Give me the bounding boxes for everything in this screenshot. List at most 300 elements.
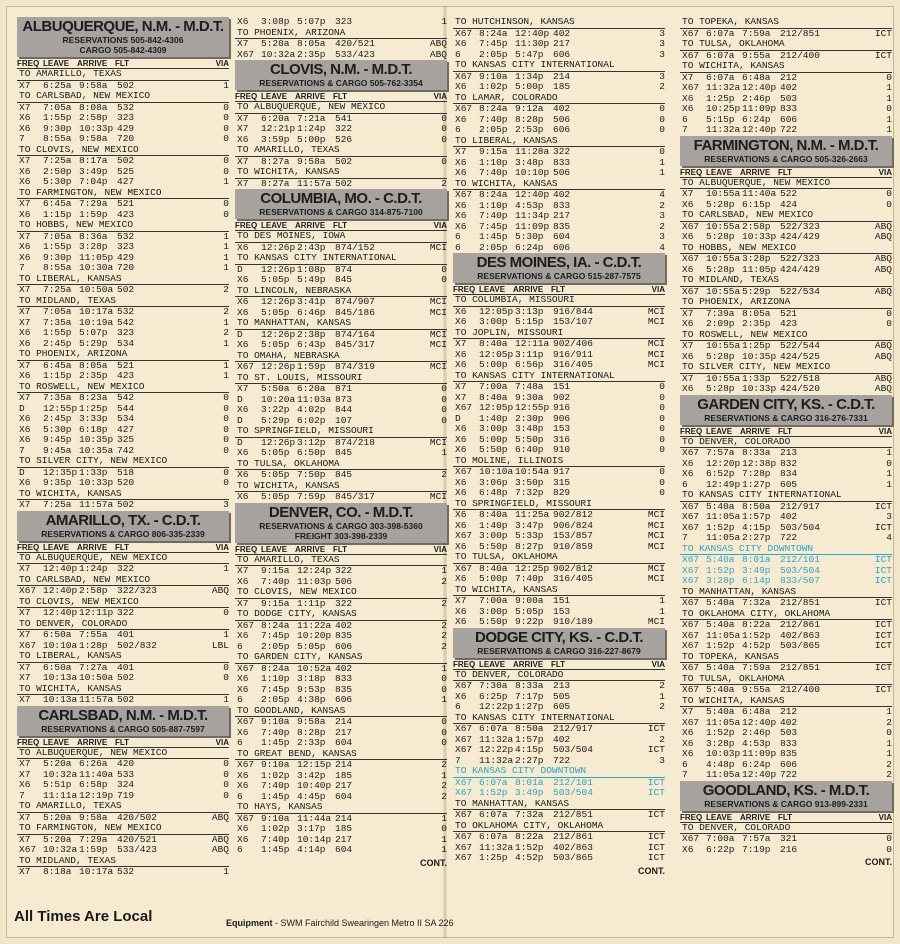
freq-cell: X7 bbox=[455, 147, 467, 157]
arrive-cell: 3:13p bbox=[515, 306, 544, 317]
arrive-cell: 8:50a bbox=[742, 501, 771, 512]
flight-row bbox=[17, 156, 229, 167]
flight-row bbox=[17, 813, 229, 824]
freq-cell: X7 bbox=[19, 564, 31, 574]
destination-heading: TO KANSAS CITY INTERNATIONAL bbox=[453, 60, 665, 72]
arrive-cell: 7:59a bbox=[742, 28, 771, 39]
flight-row bbox=[453, 350, 665, 361]
flight-cell: 423 bbox=[780, 319, 798, 329]
arrive-cell: 12:40p bbox=[742, 83, 777, 93]
flight-row bbox=[453, 832, 665, 843]
flight-cell: 829 bbox=[553, 488, 571, 498]
arrive-cell: 9:12a bbox=[515, 104, 544, 114]
leave-cell: 5:05p bbox=[261, 307, 290, 318]
column-header: FREQ bbox=[453, 285, 476, 294]
via-cell: LBL bbox=[211, 640, 229, 651]
flight-cell: 324 bbox=[117, 780, 135, 790]
arrive-cell: 7:50p bbox=[297, 470, 326, 480]
via-cell: MCI bbox=[647, 306, 665, 317]
flight-row bbox=[453, 445, 665, 456]
flight-row bbox=[453, 403, 665, 414]
flight-cell: 532 bbox=[117, 231, 135, 242]
freq-cell: X67 bbox=[455, 842, 473, 853]
leave-cell: 12:26p bbox=[261, 329, 296, 340]
via-cell: MCI bbox=[647, 510, 665, 520]
leave-cell: 5:40a bbox=[706, 598, 735, 608]
flight-cell: 217 bbox=[335, 781, 353, 791]
flight-cell: 423 bbox=[117, 209, 135, 220]
via-cell: 3 bbox=[659, 49, 665, 60]
via-cell: 0 bbox=[441, 264, 447, 275]
flight-cell: 606 bbox=[335, 695, 353, 705]
flight-cell: 520 bbox=[117, 478, 135, 488]
arrive-cell: 1:59p bbox=[297, 362, 326, 372]
leave-cell: 5:20a bbox=[43, 759, 72, 769]
leave-cell: 6:07a bbox=[479, 810, 508, 820]
flight-cell: 845 bbox=[335, 470, 353, 480]
leave-cell: 9:10a bbox=[261, 760, 290, 770]
destination-heading: TO HAYS, KANSAS bbox=[235, 802, 447, 814]
city-name: DES MOINES, IA. - C.D.T. bbox=[476, 254, 642, 271]
leave-cell: 10:13a bbox=[43, 695, 78, 705]
via-cell: MCI bbox=[647, 574, 665, 584]
flight-row bbox=[453, 596, 665, 607]
via-cell: MCI bbox=[429, 437, 447, 448]
flight-cell: 323 bbox=[117, 242, 135, 252]
freq-cell: X6 bbox=[237, 405, 249, 415]
flight-cell: 503/504 bbox=[553, 788, 593, 798]
arrive-cell: 3:33p bbox=[79, 414, 108, 424]
flight-cell: 917 bbox=[553, 467, 571, 477]
via-cell: 0 bbox=[223, 156, 229, 166]
arrive-cell: 2:35p bbox=[79, 371, 108, 381]
flight-cell: 606 bbox=[553, 125, 571, 135]
flight-row bbox=[453, 393, 665, 404]
leave-cell: 10:55a bbox=[706, 286, 741, 297]
arrive-cell: 9:00a bbox=[515, 596, 544, 606]
freq-cell: X6 bbox=[19, 113, 31, 123]
leave-cell: 7:25a bbox=[43, 500, 72, 510]
column-header: FREQ bbox=[680, 167, 703, 177]
freq-cell: X67 bbox=[19, 586, 37, 596]
arrive-cell: 9:58a bbox=[79, 134, 108, 144]
flight-cell: 212/917 bbox=[553, 724, 593, 734]
leave-cell: 4:48p bbox=[706, 759, 735, 770]
freq-cell: X6 bbox=[455, 200, 467, 211]
freq-cell: X67 bbox=[682, 576, 700, 586]
leave-cell: 3:06p bbox=[479, 477, 508, 488]
flight-row bbox=[17, 791, 229, 802]
leave-cell: 7:40p bbox=[479, 211, 508, 221]
arrive-cell: 5:29p bbox=[79, 338, 108, 349]
destination-heading: TO CLOVIS, NEW MEXICO bbox=[17, 597, 229, 609]
leave-cell: 7:40p bbox=[479, 168, 508, 178]
arrive-cell: 10:17a bbox=[79, 307, 114, 317]
leave-cell: 7:40p bbox=[261, 727, 290, 738]
flight-cell: 604 bbox=[335, 845, 353, 855]
freq-cell: X6 bbox=[19, 123, 31, 134]
flight-row bbox=[17, 845, 229, 856]
arrive-cell: 12:19p bbox=[79, 790, 114, 801]
flight-cell: 212/101 bbox=[780, 555, 820, 565]
leave-cell: 6:07a bbox=[479, 832, 508, 842]
via-cell: 4 bbox=[886, 533, 892, 543]
arrive-cell: 5:50p bbox=[515, 434, 544, 445]
freq-cell: X6 bbox=[19, 328, 31, 338]
destination-heading: TO OKLAHOMA CITY, OKLAHOMA bbox=[680, 609, 892, 621]
via-cell: 0 bbox=[886, 308, 892, 319]
freq-cell: X6 bbox=[19, 209, 31, 220]
flight-row bbox=[17, 113, 229, 124]
via-cell: 0 bbox=[223, 102, 229, 113]
via-cell: ICT bbox=[874, 598, 892, 608]
arrive-cell: 8:27p bbox=[515, 541, 544, 552]
flight-row bbox=[453, 360, 665, 371]
flight-cell: 217 bbox=[553, 39, 571, 49]
freq-cell: X6 bbox=[237, 727, 249, 738]
flight-row bbox=[235, 243, 447, 254]
flight-row bbox=[453, 190, 665, 201]
flight-row bbox=[680, 718, 892, 729]
leave-cell: 8:27a bbox=[261, 178, 290, 189]
flight-cell: 871 bbox=[335, 384, 353, 394]
flight-cell: 902/812 bbox=[553, 510, 593, 520]
via-cell: 2 bbox=[659, 82, 665, 92]
destination-heading: TO LIBERAL, KANSAS bbox=[17, 274, 229, 286]
freq-cell: 6 bbox=[237, 791, 243, 802]
flight-cell: 873 bbox=[335, 394, 353, 405]
column-header: FLT bbox=[115, 737, 130, 747]
timetable-column-4 bbox=[680, 17, 892, 867]
flight-row bbox=[17, 500, 229, 511]
leave-cell: 1:15p bbox=[43, 209, 72, 220]
freq-cell: X6 bbox=[682, 458, 694, 469]
via-cell: 0 bbox=[659, 392, 665, 403]
flight-row bbox=[235, 157, 447, 168]
freq-cell: X67 bbox=[455, 563, 473, 574]
freq-cell: X7 bbox=[682, 707, 694, 717]
flight-row bbox=[17, 318, 229, 329]
flight-cell: 604 bbox=[335, 791, 353, 802]
column-header: ARRIVE bbox=[295, 544, 326, 554]
flight-cell: 503/504 bbox=[780, 522, 820, 533]
via-cell: 1 bbox=[441, 663, 447, 674]
via-cell: 3 bbox=[659, 211, 665, 221]
flight-cell: 532 bbox=[117, 102, 135, 113]
arrive-cell: 11:40a bbox=[79, 769, 114, 780]
arrive-cell: 6:14p bbox=[742, 576, 771, 586]
column-header: LEAVE bbox=[43, 59, 70, 68]
flight-row bbox=[680, 319, 892, 330]
flight-cell: 874 bbox=[335, 264, 353, 275]
flight-cell: 212/101 bbox=[553, 777, 593, 788]
arrive-cell: 4:53p bbox=[742, 738, 771, 749]
arrive-cell: 10:10p bbox=[515, 168, 550, 178]
flight-cell: 214 bbox=[335, 813, 353, 824]
leave-cell: 1:52p bbox=[706, 522, 735, 533]
flight-cell: 521 bbox=[117, 199, 135, 209]
freq-cell: X6 bbox=[455, 157, 467, 168]
flight-cell: 835 bbox=[335, 684, 353, 695]
flight-row bbox=[235, 695, 447, 706]
via-cell: 0 bbox=[441, 717, 447, 727]
flight-cell: 429 bbox=[117, 252, 135, 263]
flight-row bbox=[453, 147, 665, 158]
freq-cell: X7 bbox=[19, 393, 31, 403]
via-cell: ICT bbox=[874, 28, 892, 39]
timetable-column-3 bbox=[453, 17, 665, 876]
column-header: FREQ bbox=[17, 59, 40, 68]
leave-cell: 5:50p bbox=[479, 445, 508, 455]
via-cell: ICT bbox=[647, 745, 665, 755]
via-cell: ICT bbox=[874, 50, 892, 61]
flight-cell: 217 bbox=[335, 727, 353, 738]
leave-cell: 2:09p bbox=[706, 319, 735, 329]
column-header: LEAVE bbox=[43, 542, 70, 552]
via-cell: 0 bbox=[886, 728, 892, 738]
flight-row bbox=[235, 845, 447, 856]
freq-cell: X6 bbox=[237, 242, 249, 253]
via-cell: 1 bbox=[223, 80, 229, 91]
flight-cell: 502 bbox=[117, 500, 135, 510]
leave-cell: 10:55a bbox=[706, 341, 741, 351]
flight-row bbox=[17, 167, 229, 178]
flight-row bbox=[680, 104, 892, 115]
freq-cell: X7 bbox=[682, 341, 694, 351]
leave-cell: 1:45p bbox=[261, 738, 290, 748]
arrive-cell: 10:40p bbox=[297, 781, 332, 791]
flight-row bbox=[453, 564, 665, 575]
leave-cell: 9:30p bbox=[43, 123, 72, 134]
via-cell: 0 bbox=[223, 199, 229, 209]
leave-cell: 12:35p bbox=[43, 467, 78, 478]
freq-cell: X6 bbox=[682, 199, 694, 210]
column-header: FREQ bbox=[235, 92, 258, 101]
leave-cell: 7:00a bbox=[479, 596, 508, 606]
flight-row bbox=[17, 103, 229, 114]
continued-label: CONT. bbox=[420, 857, 447, 868]
freq-cell: 7 bbox=[19, 790, 25, 801]
arrive-cell: 4:14p bbox=[297, 845, 326, 855]
reservations-line: CARGO 505-842-4309 bbox=[79, 45, 167, 55]
flight-row bbox=[453, 756, 665, 767]
via-cell: 1 bbox=[659, 691, 665, 702]
destination-heading: TO SPRINGFIELD, MISSOURI bbox=[235, 426, 447, 438]
city-header bbox=[17, 17, 229, 57]
arrive-cell: 11:05p bbox=[742, 264, 777, 275]
arrive-cell: 11:30p bbox=[515, 39, 550, 49]
column-headers bbox=[17, 738, 229, 748]
flight-row bbox=[453, 435, 665, 446]
city-name: ALBUQUERQUE, N.M. - M.D.T. bbox=[22, 18, 224, 35]
flight-cell: 185 bbox=[335, 770, 353, 781]
arrive-cell: 3:28p bbox=[742, 254, 771, 264]
via-cell: 0 bbox=[659, 147, 665, 157]
via-cell: 0 bbox=[441, 275, 447, 285]
flight-row bbox=[680, 200, 892, 211]
leave-cell: 10:32a bbox=[43, 769, 78, 780]
freq-cell: X7 bbox=[682, 373, 694, 384]
arrive-cell: 2:58p bbox=[742, 221, 771, 232]
flight-row bbox=[453, 478, 665, 489]
reservations-line: RESERVATIONS & CARGO 505-326-2663 bbox=[704, 153, 868, 164]
flight-row bbox=[235, 39, 447, 50]
flight-row bbox=[235, 470, 447, 481]
flight-row bbox=[680, 533, 892, 544]
column-header: VIA bbox=[878, 812, 892, 822]
timetable-column-2 bbox=[235, 17, 447, 868]
arrive-cell: 12:15p bbox=[297, 760, 332, 770]
freq-cell: X6 bbox=[237, 674, 249, 684]
freq-cell: X7 bbox=[237, 566, 249, 576]
arrive-cell: 11:03p bbox=[297, 576, 332, 587]
column-header: FLT bbox=[333, 92, 348, 101]
flight-row bbox=[680, 576, 892, 587]
via-cell: 0 bbox=[223, 790, 229, 801]
flight-cell: 722 bbox=[780, 770, 798, 780]
via-cell: 1 bbox=[223, 177, 229, 187]
destination-heading: TO KANSAS CITY DOWNTOWN bbox=[680, 544, 892, 556]
flight-cell: 212/851 bbox=[780, 663, 820, 673]
flight-cell: 522/323 bbox=[780, 221, 820, 232]
arrive-cell: 1:59p bbox=[79, 845, 108, 855]
flight-row bbox=[453, 168, 665, 179]
flight-cell: 503/504 bbox=[553, 745, 593, 755]
destination-heading: TO WICHITA, KANSAS bbox=[453, 179, 665, 191]
flight-row bbox=[235, 330, 447, 341]
via-cell: MCI bbox=[429, 492, 447, 502]
leave-cell: 10:32a bbox=[261, 49, 296, 60]
flight-cell: 402 bbox=[553, 104, 571, 114]
flight-row bbox=[680, 739, 892, 750]
flight-row bbox=[453, 382, 665, 393]
flight-row bbox=[680, 631, 892, 642]
leave-cell: 5:00p bbox=[479, 574, 508, 584]
destination-heading: TO PHOENIX, ARIZONA bbox=[17, 349, 229, 361]
flight-cell: 502 bbox=[117, 80, 135, 91]
leave-cell: 3:00p bbox=[479, 424, 508, 434]
freq-cell: X67 bbox=[455, 832, 473, 842]
column-header: LEAVE bbox=[261, 221, 288, 230]
flight-row bbox=[680, 384, 892, 395]
flight-cell: 323 bbox=[117, 113, 135, 123]
leave-cell: 9:15a bbox=[261, 598, 290, 609]
via-cell: 0 bbox=[441, 394, 447, 405]
flight-cell: 833/507 bbox=[780, 576, 820, 586]
freq-cell: X67 bbox=[455, 531, 473, 541]
freq-cell: X6 bbox=[682, 844, 694, 855]
via-cell: ABQ bbox=[211, 834, 229, 845]
leave-cell: 8:40a bbox=[479, 510, 508, 520]
flight-cell: 605 bbox=[780, 479, 798, 490]
flight-row bbox=[453, 414, 665, 425]
via-cell: MCI bbox=[647, 360, 665, 370]
flight-cell: 503/865 bbox=[780, 641, 820, 651]
via-cell: 0 bbox=[223, 123, 229, 134]
leave-cell: 8:24a bbox=[479, 190, 508, 200]
leave-cell: 5:00p bbox=[479, 434, 508, 445]
column-headers bbox=[235, 545, 447, 555]
freq-cell: X6 bbox=[237, 134, 249, 145]
via-cell: 1 bbox=[886, 93, 892, 104]
arrive-cell: 10:35p bbox=[79, 435, 114, 445]
flight-cell: 719 bbox=[117, 790, 135, 801]
leave-cell: 5:00p bbox=[479, 360, 508, 370]
freq-cell: X7 bbox=[19, 307, 31, 317]
arrive-cell: 6:48a bbox=[742, 72, 771, 83]
arrive-cell: 2:27p bbox=[742, 533, 771, 543]
destination-heading: TO TULSA, OKLAHOMA bbox=[453, 552, 665, 564]
via-cell: 2 bbox=[441, 178, 447, 189]
flight-cell: 722 bbox=[553, 755, 571, 766]
leave-cell: 12:26p bbox=[261, 264, 296, 275]
flight-row bbox=[17, 468, 229, 479]
column-header: ARRIVE bbox=[295, 221, 326, 230]
freq-cell: X67 bbox=[682, 598, 700, 608]
arrive-cell: 9:58a bbox=[297, 717, 326, 727]
destination-heading: TO MOLINE, ILLINOIS bbox=[453, 456, 665, 468]
column-header: LEAVE bbox=[706, 426, 733, 436]
freq-cell: X7 bbox=[19, 695, 31, 705]
arrive-cell: 5:33p bbox=[515, 531, 544, 541]
flight-row bbox=[453, 531, 665, 542]
via-cell: 0 bbox=[886, 844, 892, 855]
leave-cell: 10:10a bbox=[43, 640, 78, 651]
arrive-cell: 7:57a bbox=[742, 834, 771, 844]
via-cell: 1 bbox=[223, 263, 229, 273]
city-header bbox=[680, 781, 892, 811]
flight-cell: 845/317 bbox=[335, 492, 375, 502]
flight-row bbox=[17, 134, 229, 145]
freq-cell: X6 bbox=[237, 448, 249, 458]
freq-cell: 7 bbox=[19, 134, 25, 144]
via-cell: ICT bbox=[874, 641, 892, 651]
via-cell: 1 bbox=[659, 606, 665, 617]
leave-cell: 12:22p bbox=[479, 745, 514, 755]
flight-cell: 742 bbox=[117, 445, 135, 456]
leave-cell: 5:28p bbox=[706, 199, 735, 210]
arrive-cell: 4:52p bbox=[515, 853, 544, 863]
destination-heading: TO FARMINGTON, NEW MEXICO bbox=[17, 188, 229, 200]
via-cell: ICT bbox=[647, 853, 665, 863]
freq-cell: 6 bbox=[455, 125, 461, 135]
flight-row bbox=[453, 692, 665, 703]
leave-cell: 5:05p bbox=[261, 448, 290, 458]
flight-cell: 502 bbox=[335, 156, 353, 167]
arrive-cell: 8:22a bbox=[742, 620, 771, 630]
arrive-cell: 10:17a bbox=[79, 867, 114, 877]
via-cell: 2 bbox=[441, 470, 447, 480]
via-cell: 0 bbox=[441, 738, 447, 748]
via-cell: ABQ bbox=[874, 232, 892, 242]
leave-cell: 6:45a bbox=[43, 199, 72, 209]
flight-cell: 916/911 bbox=[553, 349, 593, 360]
destination-heading: TO HUTCHINSON, KANSAS bbox=[453, 17, 665, 29]
city-name: FARMINGTON, N.M. - M.D.T. bbox=[693, 136, 879, 154]
arrive-cell: 3:47p bbox=[515, 520, 544, 531]
column-header: VIA bbox=[651, 659, 665, 669]
arrive-cell: 6:58p bbox=[79, 780, 108, 790]
via-cell: 0 bbox=[223, 414, 229, 424]
via-cell: 0 bbox=[659, 413, 665, 424]
flight-cell: 832 bbox=[780, 458, 798, 469]
arrive-cell: 2:27p bbox=[515, 755, 544, 766]
via-cell: ICT bbox=[874, 576, 892, 586]
freq-cell: X67 bbox=[682, 50, 700, 61]
column-header: FLT bbox=[551, 659, 566, 669]
via-cell: 0 bbox=[223, 134, 229, 144]
flight-row bbox=[17, 371, 229, 382]
